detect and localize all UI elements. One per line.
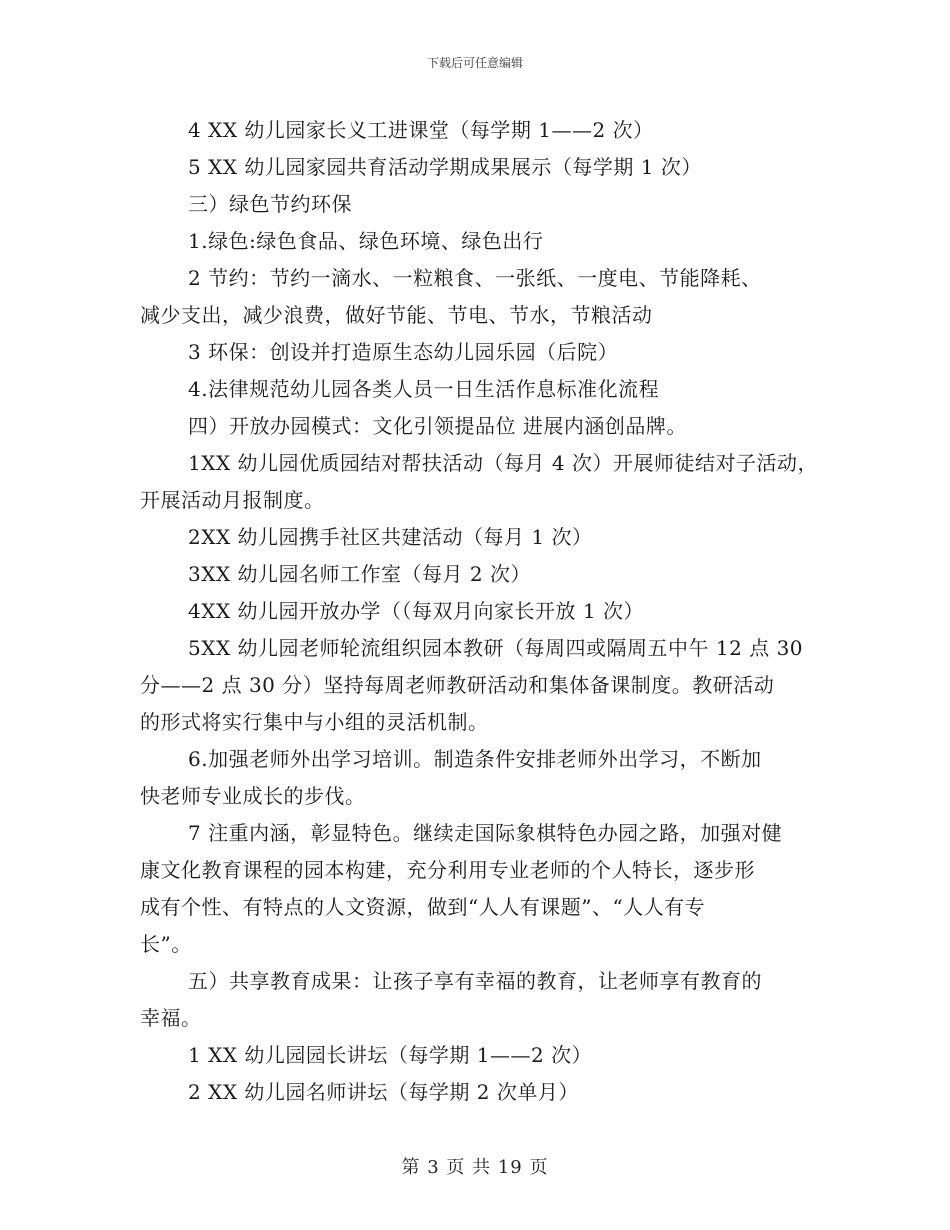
paragraph-line: 7 注重内涵，彰显特色。继续走国际象棋特色办园之路，加强对健 bbox=[188, 821, 783, 845]
header-note: 下载后可任意编辑 bbox=[426, 56, 523, 70]
paragraph-line: 减少支出，减少浪费，做好节能、节电、节水，节粮活动 bbox=[140, 303, 653, 327]
paragraph-line: 的形式将实行集中与小组的灵活机制。 bbox=[140, 710, 489, 734]
paragraph-line: 康文化教育课程的园本构建，充分利用专业老师的个人特长，逐步形 bbox=[140, 858, 755, 882]
page-number: 第 3 页 共 19 页 bbox=[401, 1157, 549, 1178]
paragraph-line: 4 XX 幼儿园家长义工进课堂（每学期 1——2 次） bbox=[188, 118, 654, 142]
paragraph-line: 幸福。 bbox=[140, 1006, 202, 1030]
section-heading: 五）共享教育成果：让孩子享有幸福的教育，让老师享有教育的 bbox=[188, 969, 762, 993]
paragraph-line: 4.法律规范幼儿园各类人员一日生活作息标准化流程 bbox=[188, 377, 660, 401]
section-heading: 三）绿色节约环保 bbox=[188, 192, 352, 216]
paragraph-line: 5XX 幼儿园老师轮流组织园本教研（每周四或隔周五中午 12 点 30 bbox=[188, 636, 804, 660]
paragraph-line: 分——2 点 30 分）坚持每周老师教研活动和集体备课制度。教研活动 bbox=[140, 673, 775, 697]
paragraph-line: 长”。 bbox=[140, 932, 192, 956]
paragraph-line: 2XX 幼儿园携手社区共建活动（每月 1 次） bbox=[188, 525, 593, 549]
paragraph-line: 5 XX 幼儿园家园共育活动学期成果展示（每学期 1 次） bbox=[188, 155, 702, 179]
paragraph-line: 成有个性、有特点的人文资源，做到“人人有课题”、“人人有专 bbox=[140, 895, 706, 919]
paragraph-line: 3XX 幼儿园名师工作室（每月 2 次） bbox=[188, 562, 531, 586]
paragraph-line: 1 XX 幼儿园园长讲坛（每学期 1——2 次） bbox=[188, 1043, 593, 1067]
paragraph-line: 2 XX 幼儿园名师讲坛（每学期 2 次单月） bbox=[188, 1080, 579, 1104]
paragraph-line: 1.绿色:绿色食品、绿色环境、绿色出行 bbox=[188, 229, 544, 253]
document-body bbox=[140, 112, 818, 1111]
paragraph-line: 1XX 幼儿园优质园结对帮扶活动（每月 4 次）开展师徒结对子活动， bbox=[188, 451, 818, 475]
paragraph-line: 快老师专业成长的步伐。 bbox=[140, 784, 366, 808]
paragraph-line: 2 节约：节约一滴水、一粒粮食、一张纸、一度电、节能降耗、 bbox=[188, 266, 762, 290]
paragraph-line: 3 环保：创设并打造原生态幼儿园乐园（后院） bbox=[188, 340, 619, 364]
paragraph-line: 4XX 幼儿园开放办学（（每双月向家长开放 1 次） bbox=[188, 599, 644, 623]
paragraph-line: 6.加强老师外出学习培训。制造条件安排老师外出学习，不断加 bbox=[188, 747, 762, 771]
section-heading: 四）开放办园模式：文化引领提品位 进展内涵创品牌。 bbox=[188, 414, 687, 438]
paragraph-line: 开展活动月报制度。 bbox=[140, 488, 325, 512]
